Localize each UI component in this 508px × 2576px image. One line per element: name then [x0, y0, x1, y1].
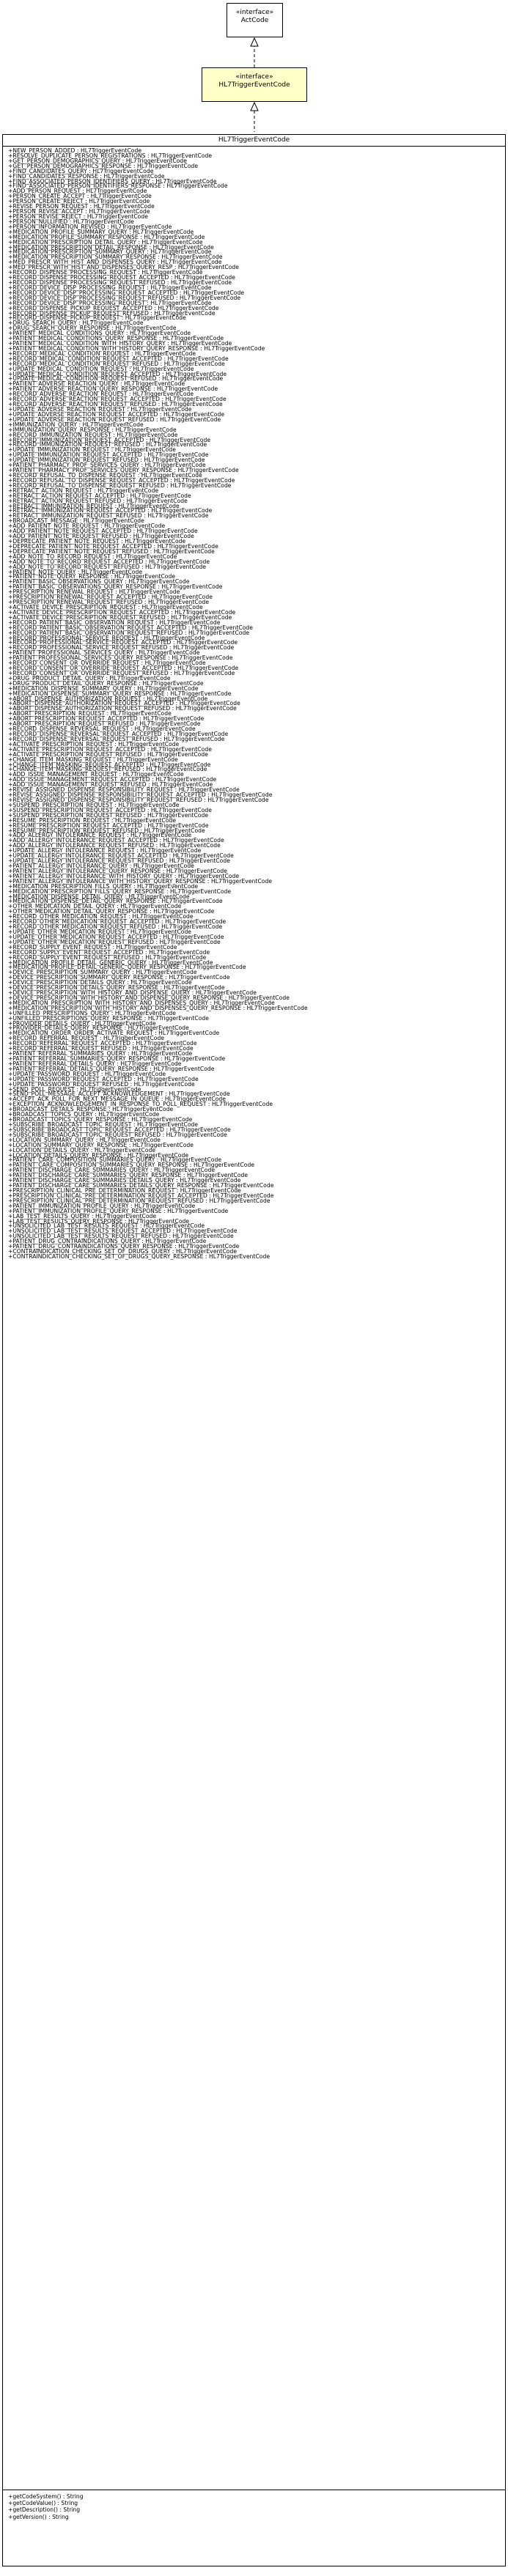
enum-constant: +MEDICATION_DISPENSE_SUMMARY_QUERY : HL7TriggerEventCode	[8, 684, 199, 692]
enum-constant: +PATIENT_BASIC_OBSERVATIONS_QUERY : HL7TriggerEventCode	[8, 578, 190, 586]
enum-constant: +MEDICATION_PRESCRIPTION_WITH_HISTORY_AND_DISPENSES_QUERY_RESPONSE : HL7TriggerEventCode	[8, 1004, 308, 1011]
enum-constant: +PATIENT_PROFESSIONAL_SERVICES_QUERY : HL7TriggerEventCode	[8, 649, 200, 657]
enum-constant: +DRUG_PRODUCT_DETAIL_QUERY : HL7TriggerEventCode	[8, 674, 171, 682]
enum-constant: +LOCATION_DETAILS_QUERY : HL7TriggerEventCode	[8, 1146, 156, 1154]
enum-constant: +MEDICATION_PROFILE_DETAIL_GENERIC_QUERY : HL7TriggerEventCode	[8, 959, 213, 966]
enum-constant: +ACTIVATE_PRESCRIPTION_REQUEST_ACCEPTED : HL7TriggerEventCode	[8, 745, 212, 753]
enum-constant: +OTHER_MEDICATION_DETAIL_QUERY_RESPONSE : HL7TriggerEventCode	[8, 908, 215, 915]
enum-constant: +LOCATION_SUMMARY_QUERY_RESPONSE : HL7TriggerEventCode	[8, 1141, 194, 1148]
enum-constant: +PATIENT_DISCHARGE_CARE_SUMMARIES_DETAILS_QUERY : HL7TriggerEventCode	[8, 1177, 241, 1184]
enum-constant: +UPDATE_PASSWORD_REQUEST_ACCEPTED : HL7TriggerEventCode	[8, 1075, 199, 1082]
enum-constant: +MEDICATION_PROFILE_SUMMARY_RESPONSE : HL7TriggerEventCode	[8, 233, 205, 240]
trigger-interface-name: HL7TriggerEventCode	[218, 81, 290, 89]
enum-constant: +ABORT_PRESCRIPTION_REQUEST_REFUSED : HL7TriggerEventCode	[8, 720, 201, 728]
enum-constant: +UNSOLICITED_LAB_TEST_RESULTS_REQUEST_REFUSED : HL7TriggerEventCode	[8, 1233, 234, 1240]
enum-constant: +UNSOLICITED_LAB_TEST_RESULTS_REQUEST_ACCEPTED : HL7TriggerEventCode	[8, 1228, 238, 1235]
enum-constant: +DEPRECATE_PATIENT_NOTE_REQUEST_REFUSED : HL7TriggerEventCode	[8, 547, 215, 555]
enum-constant: +MEDICATION_PRESCRIPTION_FILLS_QUERY : HL7TriggerEventCode	[8, 882, 199, 890]
enum-constant: +FIND_ASSOCIATED_PERSON_IDENTIFIERS_RESPONSE : HL7TriggerEventCode	[8, 182, 228, 190]
enum-constant: +CONTRAINDICATION_CHECKING_SET_OF_DRUGS_QUERY : HL7TriggerEventCode	[8, 1248, 238, 1255]
enum-constant: +CONTRAINDICATION_CHECKING_SET_OF_DRUGS_QUERY_RESPONSE : HL7TriggerEventCode	[8, 1252, 270, 1260]
enum-constant: +REVISE_ASSIGNED_DISPENSE_RESPONSIBILITY_REQUEST : HL7TriggerEventCode	[8, 786, 240, 794]
enum-constant: +FIND_ASSOCIATED_PERSON_IDENTIFIERS_QUERY : HL7TriggerEventCode	[8, 177, 217, 185]
enum-constant: +UPDATE_MEDICAL_CONDITION_REQUEST_REFUSED : HL7TriggerEventCode	[8, 375, 224, 383]
enum-constant: +DRUG_PRODUCT_DETAIL_QUERY_RESPONSE : HL7TriggerEventCode	[8, 679, 204, 687]
enum-constant: +RECORD_SUPPLY_EVENT_REQUEST : HL7TriggerEventCode	[8, 943, 177, 951]
enum-constant: +RECORD_IMMUNIZATION_REQUEST_ACCEPTED : HL7TriggerEventCode	[8, 436, 211, 443]
enum-constant: +SUSPEND_PRESCRIPTION_REQUEST_ACCEPTED : HL7TriggerEventCode	[8, 806, 212, 813]
enum-constant: +DRUG_SEARCH_QUERY : HL7TriggerEventCode	[8, 320, 144, 327]
enum-constant: +PATIENT_DRUG_CONTRAINDICATIONS_QUERY_RESPONSE : HL7TriggerEventCode	[8, 1243, 240, 1250]
enum-constant: +PERSON_CREATE_ACCEPT : HL7TriggerEventCode	[8, 193, 152, 200]
enum-constant: +RECORD_OTHER_MEDICATION_REQUEST_ACCEPTED : HL7TriggerEventCode	[8, 918, 227, 926]
enum-constant: +PATIENT_MEDICAL_CONDITIONS_QUERY : HL7TriggerEventCode	[8, 330, 191, 337]
enum-constant: +UPDATE_IMMUNIZATION_REQUEST_REFUSED : HL7TriggerEventCode	[8, 457, 205, 464]
enum-constant: +RECORD_MEDICAL_CONDITION_REQUEST : HL7TriggerEventCode	[8, 350, 196, 357]
enum-constant: +PATIENT_IMMUNIZATION_PROFILE_QUERY : HL7TriggerEventCode	[8, 1202, 196, 1209]
enum-constant: +PATIENT_MEDICAL_CONDITION_WITH_HISTORY_QUERY_RESPONSE : HL7TriggerEventCode	[8, 344, 265, 352]
enum-constant: +PATIENT_PHARMACY_PROF_SERVICES_QUERY : HL7TriggerEventCode	[8, 462, 206, 469]
enum-constant: +PROVIDER_DETAILS_QUERY_RESPONSE : HL7TriggerEventCode	[8, 1025, 189, 1032]
enum-constant: +ABORT_PRESCRIPTION_REQUEST_ACCEPTED : HL7TriggerEventCode	[8, 715, 205, 723]
enum-constant: +FIND_CANDIDATES_RESPONSE : HL7TriggerEventCode	[8, 172, 165, 180]
enum-constant: +ADD_ISSUE_MANAGEMENT_REQUEST : HL7TriggerEventCode	[8, 771, 184, 778]
enum-constant: +DEVICE_PRESCRIPTION_WITH_HISTORY_AND_DISPENSE_QUERY_RESPONSE : HL7TriggerEventCode	[8, 994, 290, 1001]
enum-constant: +BROADCAST_DETAILS_RESPONSE : HL7TriggerEventCode	[8, 1106, 174, 1113]
enum-constant: +RESUME_PRESCRIPTION_REQUEST_REFUSED : HL7TriggerEventCode	[8, 827, 205, 834]
enum-constant: +PRESCRIPTION_RENEWAL_REQUEST_REFUSED : HL7TriggerEventCode	[8, 599, 210, 606]
enum-constant: +PATIENT_DRUG_CONTRAINDICATIONS_QUERY : HL7TriggerEventCode	[8, 1238, 207, 1245]
enum-constant: +CHANGE_ITEM_MASKING_REQUEST_ACCEPTED : HL7TriggerEventCode	[8, 761, 211, 768]
enum-constant: +UPDATE_ADVERSE_REACTION_REQUEST_ACCEPTED : HL7TriggerEventCode	[8, 410, 225, 418]
enum-constant: +ADD_NOTE_TO_RECORD_REQUEST : HL7TriggerEventCode	[8, 553, 177, 560]
enum-class-name: HL7TriggerEventCode	[3, 135, 505, 147]
enum-constant: +PRESCRIPTION_CLINICAL_PRE_DETERMINATION_REQUEST_REFUSED : HL7TriggerEventCode	[8, 1197, 270, 1204]
enum-constant: +RECORD_REFERRAL_REQUEST : HL7TriggerEventCode	[8, 1035, 165, 1042]
enum-constant: +MEDICATION_DISPENSE_DETAIL_QUERY_RESPONSE : HL7TriggerEventCode	[8, 898, 223, 905]
enum-constant: +RECORD_DISPENSE_REVERSAL_REQUEST : HL7TriggerEventCode	[8, 726, 196, 733]
enum-constant: +UPDATE_ADVERSE_REACTION_REQUEST_REFUSED : HL7TriggerEventCode	[8, 416, 221, 423]
enum-constant: +MEDICATION_PRESCRIPTION_SUMMARY_RESPONSE : HL7TriggerEventCode	[8, 254, 223, 261]
enum-constant: +MEDICATION_PRESCRIPTION_FILLS_QUERY_RESPONSE : HL7TriggerEventCode	[8, 887, 232, 895]
enum-constant: +OTHER_MEDICATION_DETAIL_QUERY : HL7TriggerEventCode	[8, 903, 182, 910]
enum-constant: +LOCATION_SUMMARY_QUERY : HL7TriggerEventCode	[8, 1136, 161, 1143]
enum-constant: +PATIENT_PROFESSIONAL_SERVICES_QUERY_RESPONSE : HL7TriggerEventCode	[8, 654, 233, 662]
enum-constant: +PATIENT_REFERRAL_SUMMARIES_QUERY : HL7TriggerEventCode	[8, 1050, 193, 1058]
enum-constant: +DRUG_SEARCH_QUERY_RESPONSE : HL7TriggerEventCode	[8, 325, 177, 332]
enum-constant: +PRESCRIPTION_CLINICAL_PRE_DETERMINATION_REQUEST : HL7TriggerEventCode	[8, 1186, 241, 1194]
enum-constant: +PERSON_REVISE_ACCEPT : HL7TriggerEventCode	[8, 208, 150, 215]
enum-constant: +UNFILLED_PRESCRIPTIONS_QUERY : HL7TriggerEventCode	[8, 1009, 176, 1016]
enum-constant: +RECORD_REFUSAL_TO_DISPENSE_REQUEST_REFUSED : HL7TriggerEventCode	[8, 481, 232, 489]
enum-constant: +DEVICE_PRESCRIPTION_WITH_HISTORY_AND_DISPENSE_QUERY : HL7TriggerEventCode	[8, 989, 257, 997]
enum-constant: +PATIENT_ALLERGY_INTOLERANCE_WITH_HISTORY_QUERY_RESPONSE : HL7TriggerEventCode	[8, 877, 273, 885]
enum-constant: +RECORD_PROFESSIONAL_SERVICE_REQUEST_ACCEPTED : HL7TriggerEventCode	[8, 639, 238, 646]
enum-constant: +RECORD_PROFESSIONAL_SERVICE_REQUEST_REFUSED : HL7TriggerEventCode	[8, 644, 235, 652]
actcode-interface-box[interactable]	[227, 3, 283, 37]
enum-constant: +RECORD_ADVERSE_REACTION_REQUEST_ACCEPTED : HL7TriggerEventCode	[8, 396, 227, 403]
enum-constant: +PATIENT_ALLERGY_INTOLERANCE_QUERY_RESPONSE : HL7TriggerEventCode	[8, 867, 227, 874]
enum-constant: +PROVIDER_DETAILS_QUERY : HL7TriggerEventCode	[8, 1019, 156, 1027]
enum-constant: +DEPRECATE_PATIENT_NOTE_REQUEST : HL7TriggerEventCode	[8, 537, 186, 545]
enum-constant: +RECORD_DEVICE_DISP_PROCESSING_REQUEST : HL7TriggerEventCode	[8, 299, 212, 306]
enum-constant: +PATIENT_DISCHARGE_CARE_SUMMARIES_QUERY_RESPONSE : HL7TriggerEventCode	[8, 1172, 249, 1179]
enum-constant: +RECORD_REFUSAL_TO_DISPENSE_REQUEST_ACCEPTED : HL7TriggerEventCode	[8, 476, 235, 484]
enum-constant: +RECORD_SUPPLY_EVENT_REQUEST_REFUSED : HL7TriggerEventCode	[8, 953, 207, 961]
actcode-stereotype: «interface»	[235, 9, 274, 16]
enum-constant: +ACCEPT_ACK_POLL_FOR_NEXT_MESSAGE_IN_QUEUE : HL7TriggerEventCode	[8, 1096, 227, 1103]
enum-constant: +SEND_POLL_MESSAGE_ACCEPT_ACKNOWLEDGEMENT : HL7TriggerEventCode	[8, 1090, 230, 1098]
enum-constant: +PATIENT_ALLERGY_INTOLERANCE_WITH_HISTORY_QUERY : HL7TriggerEventCode	[8, 872, 240, 879]
enum-constant: +PATIENT_ALLERGY_INTOLERANCE_QUERY : HL7TriggerEventCode	[8, 862, 194, 869]
enum-constant: +ACTIVATE_PRESCRIPTION_REQUEST : HL7TriggerEventCode	[8, 740, 180, 748]
enum-constant: +PATIENT_CARE_COMPOSITION_SUMMARIES_QUERY_RESPONSE : HL7TriggerEventCode	[8, 1162, 255, 1169]
enum-constant: +PATIENT_DISCHARGE_CARE_SUMMARIES_DETAILS_QUERY_RESPONSE : HL7TriggerEventCode	[8, 1182, 274, 1189]
enum-constant: +LOCATION_DETAILS_QUERY_RESPONSE : HL7TriggerEventCode	[8, 1151, 189, 1159]
enum-constant: +DEVICE_PRESCRIPTION_SUMMARY_QUERY_RESPONSE : HL7TriggerEventCode	[8, 974, 230, 981]
enum-constant: +ADD_ALLERGY_INTOLERANCE_REQUEST_ACCEPTED : HL7TriggerEventCode	[8, 837, 224, 844]
enum-constant: +ABORT_DISPENSE_AUTHORIZATION_REQUEST_REFUSED : HL7TriggerEventCode	[8, 705, 237, 712]
enum-constant: +DEVICE_PRESCRIPTION_DETAILS_QUERY_RESPONSE : HL7TriggerEventCode	[8, 984, 225, 992]
enum-constant: +UPDATE_ALLERGY_INTOLERANCE_REQUEST_REFUSED : HL7TriggerEventCode	[8, 857, 230, 865]
enum-constant: +PRESCRIPTION_RENEWAL_REQUEST_ACCEPTED : HL7TriggerEventCode	[8, 594, 213, 601]
trigger-interface-box[interactable]	[202, 67, 307, 102]
trigger-interface-stereotype: «interface»	[235, 73, 273, 81]
enum-constant: +MEDICATION_PRESCRIPTION_SUMMARY_QUERY : HL7TriggerEventCode	[8, 248, 212, 256]
enum-constant: +RECORD_DISPENSE_PICKUP_REQUEST_REFUSED : HL7TriggerEventCode	[8, 309, 216, 317]
enum-constant: +RECORD_REFERRAL_REQUEST_ACCEPTED : HL7TriggerEventCode	[8, 1040, 197, 1047]
enum-constant: +RECORD_OTHER_MEDICATION_REQUEST : HL7TriggerEventCode	[8, 913, 194, 920]
enum-constant: +EXCEPTION_ACKNOWLEDGEMENT_IN_RESPONSE_TO_POLL_REQUEST : HL7TriggerEventCode	[8, 1101, 273, 1108]
enum-constant: +UPDATE_ADVERSE_REACTION_REQUEST : HL7TriggerEventCode	[8, 406, 192, 413]
enum-constant: +RECORD_ADVERSE_REACTION_REQUEST : HL7TriggerEventCode	[8, 391, 194, 398]
enum-constant: +SUBSCRIBE_BROADCAST_TOPIC_REQUEST : HL7TriggerEventCode	[8, 1121, 199, 1128]
enum-constant: +RESOLVE_DUPLICATE_PERSON_REGISTRATIONS : HL7TriggerEventCode	[8, 152, 213, 159]
enum-constant: +SUSPEND_PRESCRIPTION_REQUEST_REFUSED : HL7TriggerEventCode	[8, 811, 209, 819]
enum-constant: +ABORT_PRESCRIPTION_REQUEST : HL7TriggerEventCode	[8, 710, 172, 717]
enum-constant: +PATIENT_MEDICAL_CONDITIONS_QUERY_RESPONSE : HL7TriggerEventCode	[8, 335, 224, 342]
enum-constant: +RECORD_DISPENSE_PROCESSING_REQUEST_ACCEPTED : HL7TriggerEventCode	[8, 274, 236, 281]
enum-constant: +RECORD_CONSENT_OR_OVERRIDE_REQUEST_ACCEPTED : HL7TriggerEventCode	[8, 665, 239, 672]
enum-constant: +ACTIVATE_DEVICE_PRESCRIPTION_REQUEST_ACCEPTED : HL7TriggerEventCode	[8, 608, 236, 616]
enum-constant: +UPDATE_OTHER_MEDICATION_REQUEST_ACCEPTED : HL7TriggerEventCode	[8, 933, 224, 940]
enum-constant: +MED_PRESCR_WITH_HIST_AND_DISPENSES_QUERY : HL7TriggerEventCode	[8, 259, 222, 266]
enum-constant: +BROADCAST_TOPICS_QUERY_RESPONSE : HL7TriggerEventCode	[8, 1116, 193, 1123]
enum-constant: +RECORD_DEVICE_DISP_PROCESSING_REQUEST_REFUSED : HL7TriggerEventCode	[8, 294, 241, 301]
enum-constant: +PERSON_CREATE_REJECT : HL7TriggerEventCode	[8, 198, 150, 205]
enum-constant: +GET_PERSON_DEMOGRAPHICS_RESPONSE : HL7TriggerEventCode	[8, 162, 199, 169]
enum-constant: +PATIENT_REFERRAL_DETAILS_QUERY : HL7TriggerEventCode	[8, 1060, 182, 1067]
enum-constant: +UNSOLICITED_LAB_TEST_RESULTS_REQUEST : HL7TriggerEventCode	[8, 1222, 205, 1230]
enum-constant: +ACTIVATE_DEVICE_PRESCRIPTION_REQUEST_REFUSED : HL7TriggerEventCode	[8, 613, 232, 621]
enum-constant: +SUSPEND_PRESCRIPTION_REQUEST : HL7TriggerEventCode	[8, 801, 180, 808]
enum-constant: +REVISE_ASSIGNED_DISPENSE_RESPONSIBILITY_REQUEST_ACCEPTED : HL7TriggerEventCode	[8, 791, 273, 799]
enum-constant: +RECORD_PATIENT_BASIC_OBSERVATION_REQUEST_ACCEPTED : HL7TriggerEventCode	[8, 624, 253, 631]
enum-method: +getCodeValue() : String	[8, 2500, 78, 2507]
enum-constant: +UPDATE_IMMUNIZATION_REQUEST_ACCEPTED : HL7TriggerEventCode	[8, 451, 209, 459]
enum-constant: +MEDICATION_PROFILE_SUMMARY_QUERY : HL7TriggerEventCode	[8, 228, 194, 235]
enum-constant: +IMMUNIZATION_QUERY : HL7TriggerEventCode	[8, 421, 144, 428]
enum-constant: +RECORD_MEDICAL_CONDITION_REQUEST_REFUSED : HL7TriggerEventCode	[8, 360, 225, 367]
enum-constant: +RECORD_MEDICAL_CONDITION_REQUEST_ACCEPTED : HL7TriggerEventCode	[8, 355, 229, 362]
enum-constant: +RESUME_PRESCRIPTION_REQUEST_ACCEPTED : HL7TriggerEventCode	[8, 822, 209, 829]
enum-constant: +ADD_NOTE_TO_RECORD_REQUEST_REFUSED : HL7TriggerEventCode	[8, 563, 207, 570]
enum-constant: +UPDATE_OTHER_MEDICATION_REQUEST_REFUSED : HL7TriggerEventCode	[8, 938, 221, 945]
enum-constant: +UPDATE_PASSWORD_REQUEST : HL7TriggerEventCode	[8, 1070, 166, 1077]
enum-constant: +PATIENT_PHARMACY_PROF_SERVICES_QUERY_RESPONSE : HL7TriggerEventCode	[8, 467, 239, 474]
enum-constant: +RECORD_IMMUNIZATION_REQUEST_REFUSED : HL7TriggerEventCode	[8, 441, 207, 449]
enum-constant: +UPDATE_MEDICAL_CONDITION_REQUEST : HL7TriggerEventCode	[8, 365, 194, 372]
enum-constant: +SUBSCRIBE_BROADCAST_TOPIC_REQUEST_REFUSED : HL7TriggerEventCode	[8, 1131, 227, 1138]
enum-method: +getVersion() : String	[8, 2513, 69, 2520]
enum-constant: +RETRACT_IMMUNIZATION_REQUEST_ACCEPTED : HL7TriggerEventCode	[8, 507, 213, 514]
enum-constant: +BROADCAST_TOPICS_QUERY : HL7TriggerEventCode	[8, 1111, 160, 1118]
enum-constant: +ADD_PATIENT_NOTE_REQUEST : HL7TriggerEventCode	[8, 523, 166, 530]
enum-constant: +RECORD_DISPENSE_PICKUP_REQUEST : HL7TriggerEventCode	[8, 314, 186, 322]
enum-constant: +GET_PERSON_DEMOGRAPHICS_QUERY : HL7TriggerEventCode	[8, 157, 187, 164]
enum-constant: +FIND_CANDIDATES_QUERY : HL7TriggerEventCode	[8, 167, 154, 174]
enum-constant: +ADD_ALLERGY_INTOLERANCE_REQUEST : HL7TriggerEventCode	[8, 832, 192, 839]
enum-constant: +RECORD_PATIENT_BASIC_OBSERVATION_REQUEST : HL7TriggerEventCode	[8, 619, 221, 626]
enum-constant: +RECORD_DISPENSE_REVERSAL_REQUEST_ACCEPTED : HL7TriggerEventCode	[8, 731, 229, 738]
enum-constant: +RECORD_DISPENSE_PROCESSING_REQUEST : HL7TriggerEventCode	[8, 269, 203, 276]
enum-constant: +RECORD_IMMUNIZATION_REQUEST : HL7TriggerEventCode	[8, 431, 178, 438]
enum-constant: +PATIENT_IMMUNIZATION_PROFILE_QUERY_RESPONSE : HL7TriggerEventCode	[8, 1207, 229, 1214]
enum-constant: +ABORT_DISPENSE_AUTHORIZATION_REQUEST : HL7TriggerEventCode	[8, 695, 208, 702]
enum-constant: +RETRACT_ACTION_REQUEST : HL7TriggerEventCode	[8, 487, 159, 494]
enum-constant: +ADD_ISSUE_MANAGEMENT_REQUEST_ACCEPTED : HL7TriggerEventCode	[8, 776, 217, 783]
enum-constant: +REVISE_ASSIGNED_DISPENSE_RESPONSIBILITY_REQUEST_REFUSED : HL7TriggerEventCode	[8, 797, 269, 803]
enum-constant: +ACTIVATE_DEVICE_PRESCRIPTION_REQUEST : HL7TriggerEventCode	[8, 603, 203, 610]
enum-constant: +RECORD_REFUSAL_TO_DISPENSE_REQUEST : HL7TriggerEventCode	[8, 472, 202, 479]
enum-constant: +PERSON_REVISE_REJECT : HL7TriggerEventCode	[8, 213, 148, 220]
enum-constant: +RECORD_PATIENT_BASIC_OBSERVATION_REQUEST_REFUSED : HL7TriggerEventCode	[8, 629, 250, 636]
enum-constant: +RETRACT_IMMUNIZATION_REQUEST_REFUSED : HL7TriggerEventCode	[8, 512, 209, 520]
realization-arrowhead-trigger	[251, 103, 258, 111]
enum-constant: +ADD_PERSON_REQUEST : HL7TriggerEventCode	[8, 188, 147, 195]
enum-constant: +RECORD_DEVICE_DISP_PROCESSING_REQUEST_ACCEPTED : HL7TriggerEventCode	[8, 289, 245, 296]
enum-constant: +MEDICATION_PROFILE_DETAIL_GENERIC_QUERY_RESPONSE : HL7TriggerEventCode	[8, 964, 246, 971]
enum-methods-section	[3, 2490, 505, 2520]
enum-constant: +MEDICATION_PRESCRIPTION_DETAIL_QUERY : HL7TriggerEventCode	[8, 238, 203, 246]
enum-constant: +RECORD_DISPENSE_REVERSAL_REQUEST_REFUSED : HL7TriggerEventCode	[8, 735, 225, 742]
enum-constant: +CHANGE_ITEM_MASKING_REQUEST_REFUSED : HL7TriggerEventCode	[8, 766, 207, 773]
enum-constant: +SEND_POLL_REQUEST : HL7TriggerEventCode	[8, 1085, 141, 1093]
enum-constant: +PERSON_NULLIFIED : HL7TriggerEventCode	[8, 218, 134, 225]
enum-constant: +MED_PRESCR_WITH_HIST_AND_DISPENSES_QUERY_RESP : HL7TriggerEventCode	[8, 264, 239, 271]
enum-constant: +UNFILLED_PRESCRIPTIONS_QUERY_RESPONSE : HL7TriggerEventCode	[8, 1014, 209, 1022]
enum-constant: +DEPRECATE_PATIENT_NOTE_REQUEST_ACCEPTED : HL7TriggerEventCode	[8, 542, 218, 550]
enum-constant: +UPDATE_MEDICAL_CONDITION_REQUEST_ACCEPTED : HL7TriggerEventCode	[8, 370, 227, 377]
enum-constant: +RETRACT_ACTION_REQUEST_REFUSED : HL7TriggerEventCode	[8, 497, 188, 504]
enum-constant: +BROADCAST_MESSAGE : HL7TriggerEventCode	[8, 517, 144, 525]
enum-constant: +RECORD_CONSENT_OR_OVERRIDE_REQUEST : HL7TriggerEventCode	[8, 660, 206, 667]
enum-constant: +LAB_TEST_RESULTS_QUERY : HL7TriggerEventCode	[8, 1212, 157, 1219]
enum-constant: +PATIENT_NOTE_QUERY_RESPONSE : HL7TriggerEventCode	[8, 573, 176, 580]
enum-constant: +UPDATE_OTHER_MEDICATION_REQUEST : HL7TriggerEventCode	[8, 928, 192, 935]
enum-constant: +PATIENT_REFERRAL_DETAILS_QUERY_RESPONSE : HL7TriggerEventCode	[8, 1065, 215, 1072]
enum-constant: +DEVICE_PRESCRIPTION_DETAILS_QUERY : HL7TriggerEventCode	[8, 979, 192, 986]
realization-arrowhead-actcode	[251, 38, 258, 46]
enum-constant: +ADD_PATIENT_NOTE_REQUEST_ACCEPTED : HL7TriggerEventCode	[8, 528, 198, 535]
enum-class-box[interactable]	[2, 134, 506, 2566]
enum-constant: +PATIENT_DISCHARGE_CARE_SUMMARIES_QUERY : HL7TriggerEventCode	[8, 1167, 216, 1174]
enum-constant: +PATIENT_MEDICAL_CONDITION_WITH_HISTORY_QUERY : HL7TriggerEventCode	[8, 340, 232, 347]
enum-constant: +RECORD_CONSENT_OR_OVERRIDE_REQUEST_REFUSED : HL7TriggerEventCode	[8, 669, 235, 676]
enum-method: +getCodeSystem() : String	[8, 2493, 84, 2500]
enum-constant: +ADD_PATIENT_NOTE_REQUEST_REFUSED : HL7TriggerEventCode	[8, 533, 194, 540]
enum-constant: +MEDICATION_DISPENSE_DETAIL_QUERY : HL7TriggerEventCode	[8, 893, 190, 900]
enum-constant: +CHANGE_ITEM_MASKING_REQUEST : HL7TriggerEventCode	[8, 756, 178, 763]
enum-constant: +PATIENT_BASIC_OBSERVATIONS_QUERY_RESPONSE : HL7TriggerEventCode	[8, 583, 223, 591]
enum-constant: +PRESCRIPTION_CLINICAL_PRE_DETERMINATION_REQUEST_ACCEPTED : HL7TriggerEventCode	[8, 1192, 274, 1199]
enum-constant: +RETRACT_IMMUNIZATION_REQUEST : HL7TriggerEventCode	[8, 502, 180, 509]
enum-constant: +MEDICATION_ORDER_ORDER_ACTIVATE_REQUEST : HL7TriggerEventCode	[8, 1030, 220, 1037]
enum-constant: +UPDATE_PASSWORD_REQUEST_REFUSED : HL7TriggerEventCode	[8, 1080, 195, 1088]
enum-constant: +UPDATE_ALLERGY_INTOLERANCE_REQUEST_ACCEPTED : HL7TriggerEventCode	[8, 852, 234, 860]
enum-constant: +DEVICE_PRESCRIPTION_SUMMARY_QUERY : HL7TriggerEventCode	[8, 969, 197, 976]
enum-constant: +PATIENT_REFERRAL_SUMMARIES_QUERY_RESPONSE : HL7TriggerEventCode	[8, 1055, 226, 1063]
enum-constant: +PRESCRIPTION_RENEWAL_REQUEST : HL7TriggerEventCode	[8, 588, 180, 596]
enum-constant: +MEDICATION_DISPENSE_SUMMARY_QUERY_RESPONSE : HL7TriggerEventCode	[8, 690, 232, 697]
enum-constant: +REVISE_PERSON_REQUEST : HL7TriggerEventCode	[8, 203, 155, 210]
enum-constant: +ACTIVATE_PRESCRIPTION_REQUEST_REFUSED : HL7TriggerEventCode	[8, 750, 209, 758]
enum-constant: +PATIENT_ADVERSE_REACTION_QUERY_RESPONSE : HL7TriggerEventCode	[8, 385, 218, 393]
enum-constant: +PATIENT_ADVERSE_REACTION_QUERY : HL7TriggerEventCode	[8, 380, 185, 388]
enum-constant: +RECORD_REFERRAL_REQUEST_REFUSED : HL7TriggerEventCode	[8, 1045, 194, 1052]
enum-constant: +UPDATE_ALLERGY_INTOLERANCE_REQUEST : HL7TriggerEventCode	[8, 847, 202, 855]
enum-constant: +ADD_ISSUE_MANAGEMENT_REQUEST_REFUSED : HL7TriggerEventCode	[8, 781, 213, 789]
enum-constant: +RECORD_ADVERSE_REACTION_REQUEST_REFUSED : HL7TriggerEventCode	[8, 401, 223, 408]
enum-constant: +ABORT_DISPENSE_AUTHORIZATION_REQUEST_ACCEPTED : HL7TriggerEventCode	[8, 700, 240, 707]
enum-constant: +PATIENT_CARE_COMPOSITION_SUMMARIES_QUERY : HL7TriggerEventCode	[8, 1156, 222, 1164]
enum-constant: +PERSON_INFORMATION_REVISED : HL7TriggerEventCode	[8, 223, 172, 230]
enum-constant: +UPDATE_IMMUNIZATION_REQUEST : HL7TriggerEventCode	[8, 446, 176, 454]
enum-constant: +IMMUNIZATION_QUERY_RESPONSE : HL7TriggerEventCode	[8, 426, 177, 433]
enum-constant: +RECORD_SUPPLY_EVENT_REQUEST_ACCEPTED : HL7TriggerEventCode	[8, 948, 210, 956]
enum-constant: +RETRACT_ACTION_REQUEST_ACCEPTED : HL7TriggerEventCode	[8, 492, 191, 499]
enum-constant: +SUBSCRIBE_BROADCAST_TOPIC_REQUEST_ACCEPTED : HL7TriggerEventCode	[8, 1126, 231, 1133]
enum-constant: +RECORD_OTHER_MEDICATION_REQUEST_REFUSED : HL7TriggerEventCode	[8, 923, 223, 931]
enum-constant: +RECORD_DISPENSE_PICKUP_REQUEST_ACCEPTED : HL7TriggerEventCode	[8, 304, 219, 311]
enum-constant: +MEDICATION_PRESCRIPTION_WITH_HISTORY_AND_DISPENSES_QUERY : HL7TriggerEventCode	[8, 999, 275, 1006]
enum-method: +getDescription() : String	[8, 2506, 81, 2514]
enum-constant: +ADD_ALLERGY_INTOLERANCE_REQUEST_REFUSED : HL7TriggerEventCode	[8, 842, 221, 849]
enum-constant: +RECORD_DISPENSE_PROCESSING_REQUEST_REFUSED : HL7TriggerEventCode	[8, 278, 232, 286]
enum-constant: +PATIENT_NOTE_QUERY : HL7TriggerEventCode	[8, 568, 143, 575]
enum-constant: +RECORD_DEVICE_DISP_PROCESSING_REQUEST : HL7TriggerEventCode	[8, 284, 212, 291]
enum-constants-section	[3, 147, 505, 2490]
enum-constant: +MEDICATION_PRESCRIPTION_DETAIL_RESPONSE : HL7TriggerEventCode	[8, 243, 214, 251]
enum-constant: +ADD_NOTE_TO_RECORD_REQUEST_ACCEPTED : HL7TriggerEventCode	[8, 558, 210, 565]
actcode-name: ActCode	[240, 17, 269, 24]
enum-constant: +RECORD_PROFESSIONAL_SERVICE_REQUEST : HL7TriggerEventCode	[8, 634, 205, 641]
enum-constant: +NEW_PERSON_ADDED : HL7TriggerEventCode	[8, 147, 142, 154]
enum-constant: +LAB_TEST_RESULTS_QUERY_RESPONSE : HL7TriggerEventCode	[8, 1217, 190, 1225]
enum-constant: +RESUME_PRESCRIPTION_REQUEST : HL7TriggerEventCode	[8, 816, 177, 824]
